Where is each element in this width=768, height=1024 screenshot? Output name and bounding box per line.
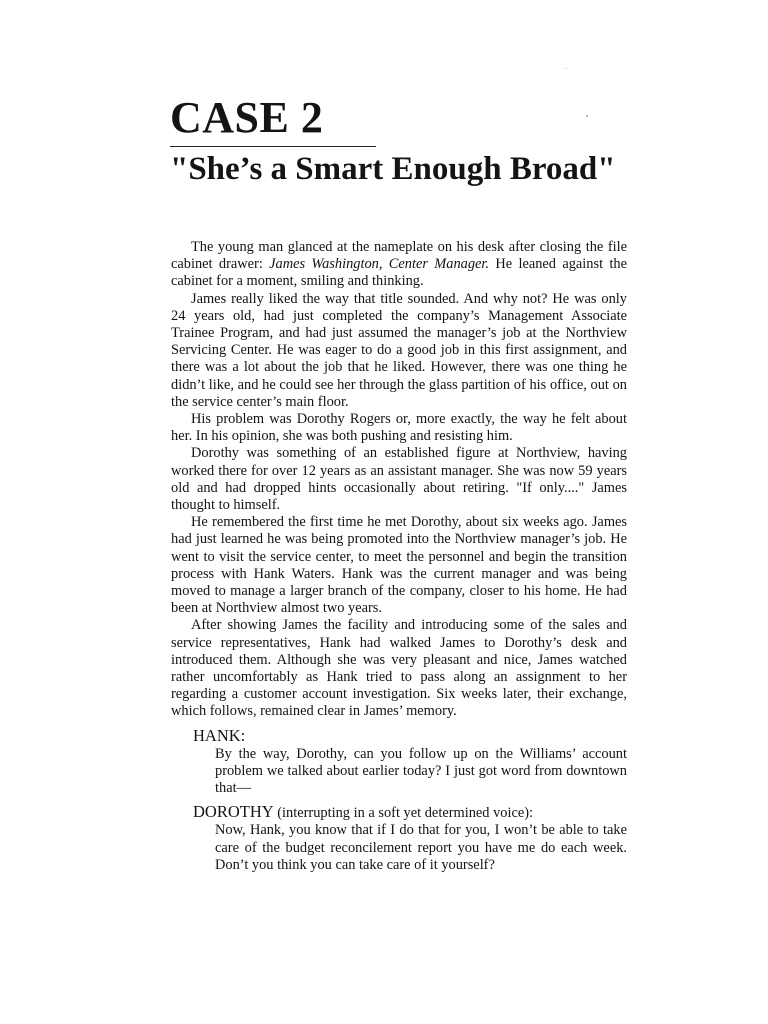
speech-hank: By the way, Dorothy, can you follow up on the Williams’ account problem we talked about earlier today? I just got word from downtown that—: [215, 745, 627, 797]
paragraph-6: After showing James the facility and introducing some of the sales and service representatives, Hank had walked James to Dorothy’s desk and introduced them. Although she was very pleasant and nice, James watched rather uncomfortably as Hank tried to pass along an assignment to her regarding a customer account investigation. Six weeks later, their exchange, which follows, remained clear in James’ memory.: [171, 617, 627, 720]
paragraph-1-start: The young man glanced at the nameplate on his desk after closing the file cabinet drawer:: [171, 239, 627, 273]
scan-speck: [566, 68, 567, 69]
paragraph-2: James really liked the way that title sounded. And why not? He was only 24 years old, had just completed the company’s Management Associate Trainee Program, and had just assumed the manager’s job at the Northview Servicing Center. He was eager to do a good job in this first assignment, and there was a lot about the job that he liked. However, there was one thing he didn’t like, and he could see her through the glass partition of his office, out on the service center’s main floor.: [171, 290, 627, 410]
speaker-dorothy: [193, 803, 627, 822]
nameplate-text: James Washington, Center Manager.: [269, 256, 490, 273]
heading-rule: [170, 146, 376, 147]
case-body-text: [171, 239, 627, 874]
scan-speck: [586, 115, 588, 117]
speaker-name-hank: HANK:: [193, 725, 246, 745]
paragraph-4: Dorothy was something of an established figure at Northview, having worked there for over 12 years as an assistant manager. She was now 59 years old and had dropped hints occasionally about retiring. "If only...." James thought to himself.: [171, 445, 627, 514]
paragraph-1-end: He leaned against the cabinet for a moment, smiling and thinking.: [171, 256, 627, 290]
paragraph-3: His problem was Dorothy Rogers or, more exactly, the way he felt about her. In his opinion, she was both pushing and resisting him.: [171, 411, 627, 445]
case-title: "She’s a Smart Enough Broad": [170, 151, 616, 187]
paragraph-5: He remembered the first time he met Dorothy, about six weeks ago. James had just learned he was being promoted into the Northview manager’s job. He went to visit the service center, to meet the personnel and begin the transition process with Hank Waters. Hank was the current manager and was being moved to manage a larger branch of the company, closer to his home. He had been at Northview almost two years.: [171, 514, 627, 617]
paragraph-1: [171, 239, 627, 291]
speaker-note-dorothy: (interrupting in a soft yet determined voice):: [273, 805, 534, 822]
speaker-name-dorothy: DOROTHY: [193, 802, 274, 822]
case-number: CASE 2: [170, 93, 324, 142]
speech-dorothy: Now, Hank, you know that if I do that for you, I won’t be able to take care of the budget reconcilement report you have me do each week. Don’t you think you can take care of it yourself?: [215, 822, 627, 873]
speaker-hank: [193, 727, 627, 746]
